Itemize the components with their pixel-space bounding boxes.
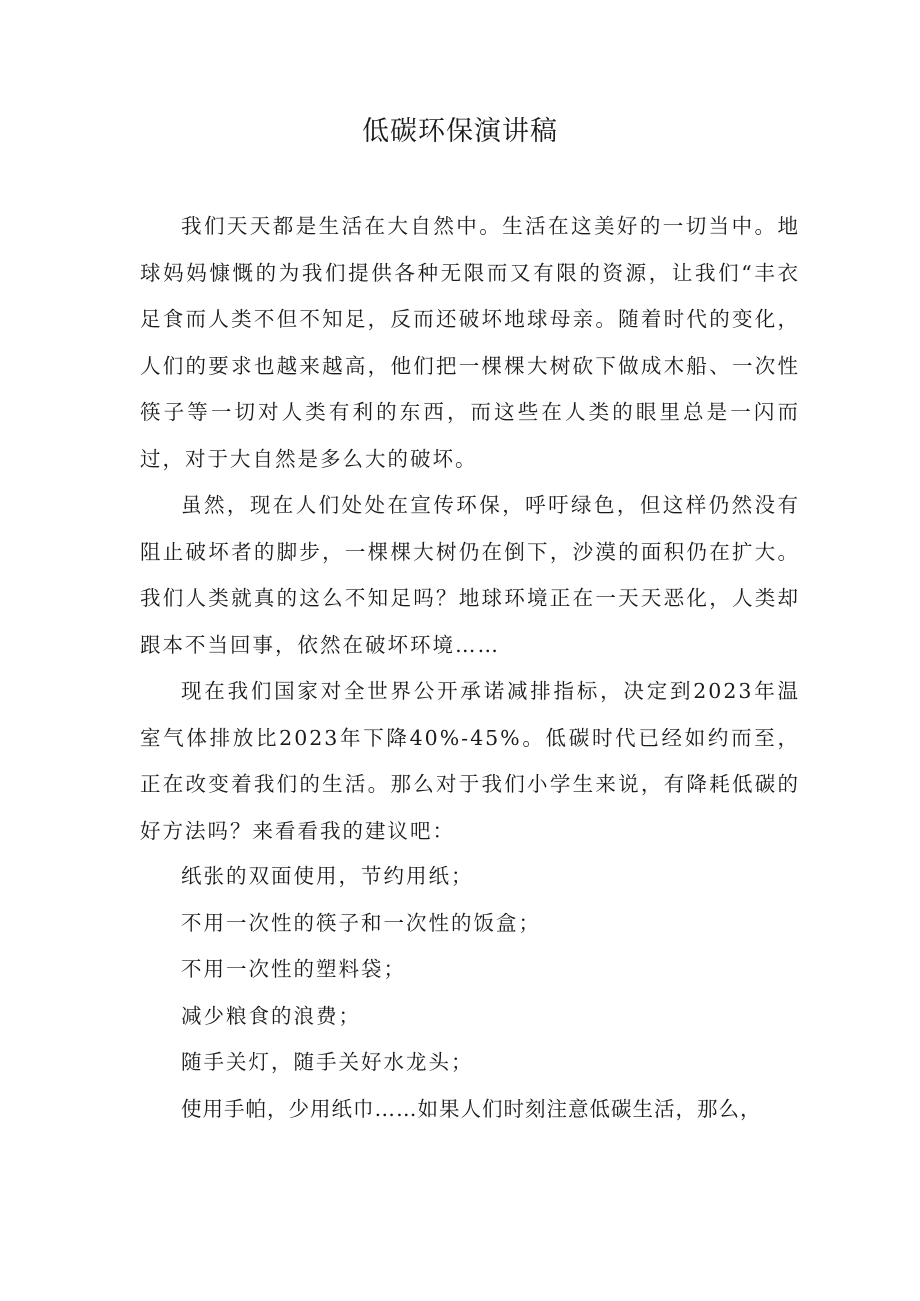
document-title: 低碳环保演讲稿 [362,116,558,147]
paragraph-3: 现在我们国家对全世界公开承诺减排指标，决定到2023年温室气体排放比2023年下降40%-45%。低碳时代已经如约而至，正在改变着我们的生活。那么对于我们小学生来说，有降耗低碳的好方法吗？来看看我的建议吧： [140,679,800,843]
suggestion-item: 随手关灯，随手关好水龙头； [181,1050,474,1074]
suggestion-item: 使用手帕，少用纸巾……如果人们时刻注意低碳生活，那么， [181,1097,762,1121]
paragraph-2: 虽然，现在人们处处在宣传环保，呼吁绿色，但这样仍然没有阻止破坏者的脚步，一棵棵大树仍在倒下，沙漠的面积仍在扩大。我们人类就真的这么不知足吗？地球环境正在一天天恶化，人类却跟本不当回事，依然在破坏环境…… [140,493,800,657]
suggestion-item: 减少粮食的浪费； [181,1004,361,1028]
suggestion-item: 不用一次性的塑料袋； [181,957,406,981]
paragraph-1: 我们天天都是生活在大自然中。生活在这美好的一切当中。地球妈妈慷慨的为我们提供各种无限而又有限的资源，让我们“丰衣足食而人类不但不知足，反而还破坏地球母亲。随着时代的变化，人们的要求也越来越高，他们把一棵棵大树砍下做成木船、一次性筷子等一切对人类有利的东西，而这些在人类的眼里总是一闪而过，对于大自然是多么大的破坏。 [140,214,800,471]
suggestion-item: 纸张的双面使用，节约用纸； [181,864,474,888]
suggestion-item: 不用一次性的筷子和一次性的饭盒； [181,911,541,935]
